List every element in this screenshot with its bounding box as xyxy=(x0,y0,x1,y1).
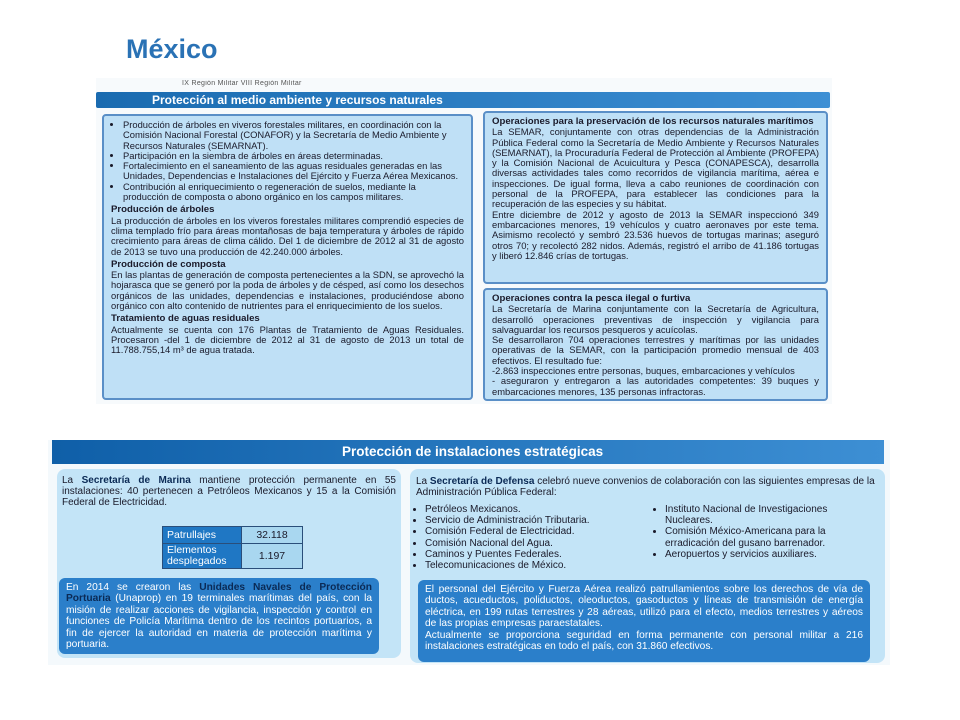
patrols-box xyxy=(418,580,870,662)
stat-label: Elementos desplegados xyxy=(163,544,242,569)
list-item: • Participación en la siembra de árboles en áreas determinadas. xyxy=(123,151,464,161)
section-heading: Tratamiento de aguas residuales xyxy=(111,313,260,325)
section-text: La SEMAR, conjuntamente con otras dependencias de la Administración Pública Federal como la Secretaría de Medio Ambiente y Recursos Naturales (SEMARNAT), la Procuraduría Federal de Protección al Ambiente (PROFEPA) y la Comisión Nacional de Acuicultura y Pesca (CONAPESCA), desarrolla diversas actividades tales como recorridos de vigilancia marítima, aérea e inspecciones. De igual forma, lleva a cabo reuniones de coordinación con personal de la PROFEPA, para establecer las condiciones para la recuperación de las especies y su hábitat. xyxy=(492,126,819,210)
patrols-text: El personal del Ejército y Fuerza Aérea realizó patrullamientos sobre los derechos de vía de ductos, acueductos, poliductos, oleoductos, gasoductos y líneas de transmisión de energía eléctrica, en 199 rutas terrestres y 28 aéreas, utilizó para el efecto, medios terrestres y aéreos de las propias empresas paraestatales. xyxy=(425,584,863,630)
box-emphasis: Unidades Navales de Protección Portuaria xyxy=(66,582,372,605)
table-row xyxy=(163,544,303,569)
intro-text: mantiene protección permanente en 55 instalaciones: 40 pertenecen a Petróleos Mexicanos y 15 a la Comisión Federal de Electricidad. xyxy=(62,475,396,509)
list-item: • Caminos y Puentes Federales. xyxy=(425,549,651,560)
environment-activities-panel xyxy=(102,114,473,400)
unaprop-box xyxy=(59,578,379,654)
intro-emphasis: Secretaría de Defensa xyxy=(429,476,535,487)
list-item: • Comisión Nacional del Agua. xyxy=(425,538,651,549)
environment-title: Protección al medio ambiente y recursos naturales xyxy=(152,93,443,107)
agreements-column-2 xyxy=(656,504,876,560)
box-text: (Unaprop) en 19 terminales marítimas del país, con la misión de realizar acciones de vigilancia, inspección y control en funciones de Policía Marítima dentro de los recintos portuarios, a fin de ejercer la autoridad en materia de protección marítima y portuaria. xyxy=(66,593,372,651)
section-text: Actualmente se cuenta con 176 Plantas de Tratamiento de Aguas Residuales. Procesaron -del 1 de diciembre de 2012 al 31 de agosto de 2013 un total de 11.788.755,14 m³ de agua tratada. xyxy=(111,323,464,356)
section-heading: Producción de árboles xyxy=(111,204,215,216)
list-item: • Instituto Nacional de Investigaciones Nucleares. xyxy=(665,504,876,526)
section-text: La Secretaría de Marina conjuntamente con la Secretaría de Agricultura, desarrolló operaciones preventivas de inspección y vigilancia para salvaguardar los recursos pesqueros y acuícolas. xyxy=(492,303,819,335)
section-text: La producción de árboles en los viveros forestales militares comprendió especies de clima templado frío para áreas montañosas de baja temperatura y árboles de rápido crecimiento para áreas de clima cálido. Del 1 de diciembre de 2012 al 31 de agosto de 2013 se tuvo una producción de 42.240.000 árboles. xyxy=(111,214,464,257)
list-item: • Telecomunicaciones de México. xyxy=(425,560,651,571)
section-heading: Producción de composta xyxy=(111,258,226,270)
list-item: • Comisión Federal de Electricidad. xyxy=(425,526,651,537)
stats-table xyxy=(162,526,303,569)
list-item: • Contribución al enriquecimiento o regeneración de suelos, mediante la producción de composta o abono orgánico en los campos militares. xyxy=(123,182,464,203)
section-text: En las plantas de generación de composta pertenecientes a la SDN, se aprovechó la hojarasca que se generó por la poda de árboles y de césped, así como los desechos orgánicos de las unidades, dependencias e instalaciones, produciéndose abono orgánico con alto contenido de nutrientes para el enriquecimiento de los suelos. xyxy=(111,269,464,312)
intro-text: La xyxy=(62,475,82,486)
strategic-title: Protección de instalaciones estratégicas xyxy=(342,444,604,459)
stat-value: 1.197 xyxy=(242,544,303,569)
patrols-text: Actualmente se proporciona seguridad en forma permanente con personal militar a 216 instalaciones estratégicas en todo el país, con 31.860 efectivos. xyxy=(425,629,863,653)
list-item: • Comisión México-Americana para la erradicación del gusano barrenador. xyxy=(665,526,876,548)
list-item: • Producción de árboles en viveros forestales militares, en coordinación con la Comisión Nacional Forestal (CONAFOR) y la Secretaría de Medio Ambiente y Recursos Naturales (SEMARNAT). xyxy=(123,120,464,151)
illegal-fishing-panel xyxy=(483,288,828,401)
section-text: Se desarrollaron 704 operaciones terrestres y marítimas por las unidades operativas de la SEMAR, con la participación promedio mensual de 403 efectivos. El resultado fue: xyxy=(492,334,819,366)
table-row xyxy=(163,527,303,544)
agreements-column-1 xyxy=(416,504,651,571)
list-item: • Petróleos Mexicanos. xyxy=(425,504,651,515)
intro-text: La xyxy=(416,476,430,487)
section-heading: Operaciones para la preservación de los recursos naturales marítimos xyxy=(492,116,814,127)
navy-intro xyxy=(62,475,396,509)
list-item: • Servicio de Administración Tributaria. xyxy=(425,515,651,526)
stat-value: 32.118 xyxy=(242,527,303,544)
box-text: En 2014 se crearon las xyxy=(66,582,200,593)
intro-emphasis: Secretaría de Marina xyxy=(81,475,191,486)
defense-intro xyxy=(416,476,876,498)
activities-list xyxy=(111,120,464,202)
page-title: México xyxy=(126,34,218,64)
unaprop-text xyxy=(66,582,372,650)
list-item: • Fortalecimiento en el saneamiento de las aguas residuales generadas en las Unidades, Dependencias e Instalaciones del Ejército y Fuerza Aérea Mexicanos. xyxy=(123,161,464,182)
cropped-header-text: IX Región Militar VIII Región Militar xyxy=(182,80,302,87)
result-line: -2.863 inspecciones entre personas, buques, embarcaciones y vehículos xyxy=(492,365,795,377)
stat-label: Patrullajes xyxy=(163,527,242,544)
result-line: - aseguraron y entregaron a las autoridades competentes: 39 buques y embarcaciones menores, 135 personas infractoras. xyxy=(492,375,819,397)
list-item: • Aeropuertos y servicios auxiliares. xyxy=(665,549,876,560)
marine-preservation-panel xyxy=(483,111,828,284)
intro-text: celebró nueve convenios de colaboración con las siguientes empresas de la Administración Pública Federal: xyxy=(416,476,875,499)
section-heading: Operaciones contra la pesca ilegal o furtiva xyxy=(492,293,691,304)
section-text: Entre diciembre de 2012 y agosto de 2013 la SEMAR inspeccionó 349 embarcaciones menores, 19 vehículos y cuatro aeronaves por este tema. Asimismo recolectó y sembró 23.536 huevos de tortugas marinas; aseguró otros 70; y recolectó 282 nidos. Además, registró el arribo de 41.186 tortugas y liberó 12.846 crías de tortugas. xyxy=(492,208,819,261)
